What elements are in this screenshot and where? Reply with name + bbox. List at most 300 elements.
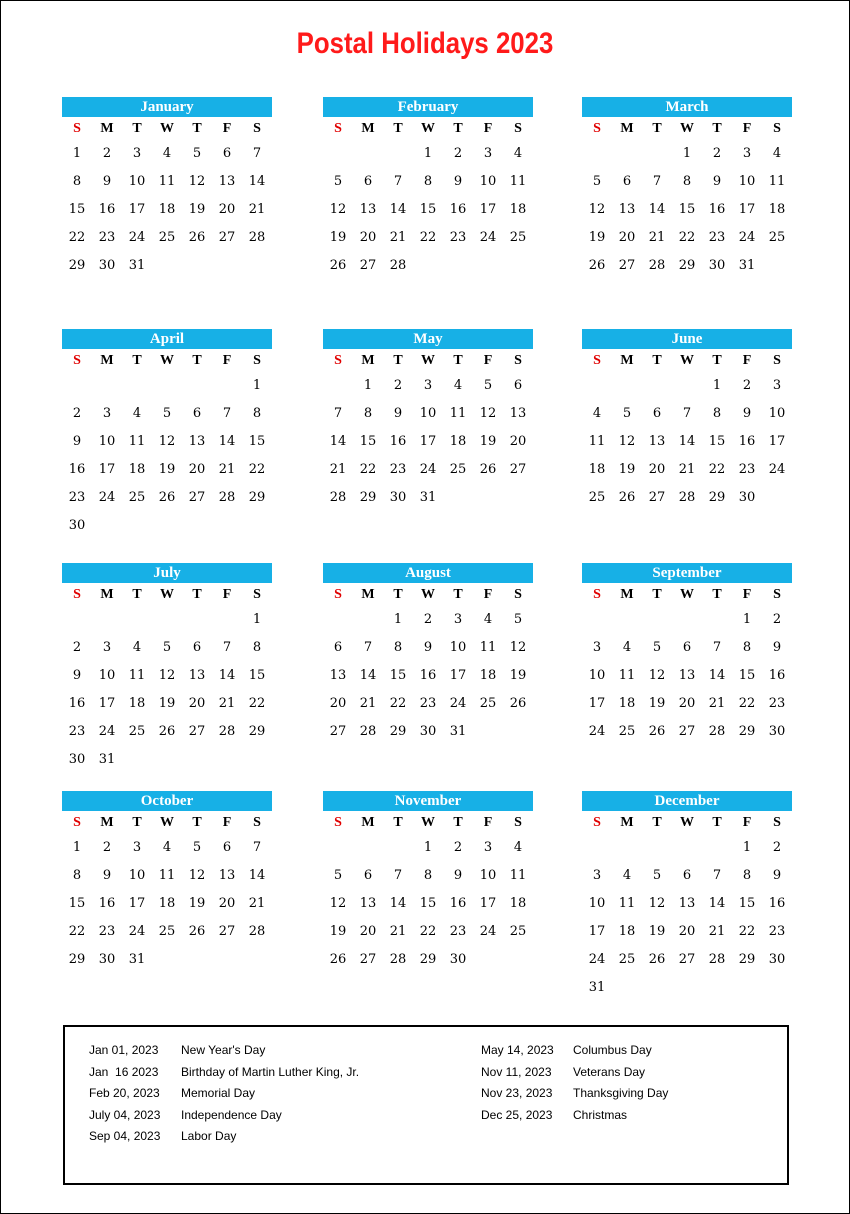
- day-cell: 3: [483, 840, 493, 855]
- day-cell: 17: [588, 924, 606, 939]
- day-cell: 12: [188, 174, 206, 189]
- empty-cell: [353, 146, 383, 174]
- day-cell: 4: [132, 406, 142, 421]
- weekday-label: T: [453, 815, 463, 830]
- day-cell: 27: [648, 490, 666, 505]
- day-cell: 28: [678, 490, 696, 505]
- weekday-label: F: [483, 353, 493, 368]
- day-cell: 18: [588, 462, 606, 477]
- day-cell: 28: [648, 258, 666, 273]
- day-grid: [323, 146, 533, 286]
- day-cell: 14: [648, 202, 666, 217]
- day-cell: 16: [98, 202, 116, 217]
- weekday-label: F: [742, 815, 752, 830]
- weekday-label: T: [132, 587, 142, 602]
- empty-cell: [182, 612, 212, 640]
- weekday-label: S: [73, 815, 81, 830]
- day-cell: 18: [158, 202, 176, 217]
- weekday-label: T: [652, 353, 662, 368]
- empty-cell: [383, 146, 413, 174]
- weekday-label: S: [593, 815, 601, 830]
- day-cell: 5: [622, 406, 632, 421]
- empty-cell: [323, 840, 353, 868]
- day-cell: 6: [513, 378, 523, 393]
- day-cell: 3: [592, 640, 602, 655]
- day-cell: 28: [329, 490, 347, 505]
- day-cell: 5: [592, 174, 602, 189]
- day-grid: [323, 612, 533, 752]
- month-title: December: [582, 791, 792, 811]
- weekday-header: [582, 584, 792, 606]
- empty-cell: [383, 840, 413, 868]
- day-cell: 1: [72, 840, 82, 855]
- day-cell: 27: [188, 490, 206, 505]
- day-cell: 30: [389, 490, 407, 505]
- month-december: [582, 791, 792, 1008]
- day-cell: 4: [162, 840, 172, 855]
- month-november: [323, 791, 533, 980]
- day-cell: 9: [742, 406, 752, 421]
- weekday-header: [323, 350, 533, 372]
- weekday-label: F: [222, 121, 232, 136]
- holiday-date: Jan 01, 2023: [89, 1043, 159, 1057]
- day-cell: 25: [158, 230, 176, 245]
- day-cell: 22: [248, 462, 266, 477]
- day-grid: [62, 378, 272, 546]
- day-cell: 3: [742, 146, 752, 161]
- month-title: October: [62, 791, 272, 811]
- day-cell: 8: [393, 640, 403, 655]
- day-cell: 2: [423, 612, 433, 627]
- day-cell: 18: [768, 202, 786, 217]
- empty-cell: [92, 612, 122, 640]
- day-cell: 5: [483, 378, 493, 393]
- day-cell: 2: [453, 146, 463, 161]
- weekday-label: F: [222, 587, 232, 602]
- day-cell: 11: [158, 174, 176, 189]
- day-cell: 9: [453, 868, 463, 883]
- day-cell: 14: [678, 434, 696, 449]
- month-title: June: [582, 329, 792, 349]
- day-cell: 21: [389, 230, 407, 245]
- day-cell: 13: [188, 434, 206, 449]
- day-cell: 18: [128, 462, 146, 477]
- day-cell: 7: [682, 406, 692, 421]
- day-cell: 21: [708, 696, 726, 711]
- day-cell: 14: [248, 868, 266, 883]
- month-title: February: [323, 97, 533, 117]
- day-cell: 25: [158, 924, 176, 939]
- month-title: January: [62, 97, 272, 117]
- month-april: [62, 329, 272, 546]
- day-cell: 15: [708, 434, 726, 449]
- day-cell: 1: [742, 840, 752, 855]
- day-cell: 19: [509, 668, 527, 683]
- day-cell: 15: [419, 896, 437, 911]
- weekday-label: S: [773, 587, 781, 602]
- day-cell: 21: [648, 230, 666, 245]
- day-cell: 31: [128, 952, 146, 967]
- day-cell: 16: [768, 896, 786, 911]
- day-grid: [323, 378, 533, 518]
- day-cell: 15: [389, 668, 407, 683]
- day-cell: 13: [218, 868, 236, 883]
- day-cell: 9: [102, 868, 112, 883]
- weekday-label: M: [620, 353, 634, 368]
- day-cell: 12: [158, 434, 176, 449]
- day-cell: 22: [738, 696, 756, 711]
- empty-cell: [353, 840, 383, 868]
- day-cell: 9: [423, 640, 433, 655]
- day-cell: 3: [453, 612, 463, 627]
- weekday-header: [323, 812, 533, 834]
- day-cell: 25: [128, 724, 146, 739]
- weekday-header: [62, 118, 272, 140]
- empty-cell: [582, 378, 612, 406]
- weekday-label: F: [222, 815, 232, 830]
- day-cell: 10: [479, 174, 497, 189]
- weekday-label: T: [132, 815, 142, 830]
- day-cell: 30: [98, 952, 116, 967]
- day-cell: 2: [102, 840, 112, 855]
- holiday-name: Thanksgiving Day: [573, 1086, 669, 1100]
- day-cell: 9: [72, 668, 82, 683]
- day-cell: 7: [333, 406, 343, 421]
- day-cell: 17: [419, 434, 437, 449]
- weekday-label: S: [773, 815, 781, 830]
- day-cell: 5: [162, 406, 172, 421]
- holiday-date: Dec 25, 2023: [481, 1107, 553, 1122]
- day-cell: 31: [419, 490, 437, 505]
- empty-cell: [642, 146, 672, 174]
- day-cell: 30: [449, 952, 467, 967]
- day-cell: 21: [329, 462, 347, 477]
- weekday-header: [62, 812, 272, 834]
- day-cell: 21: [708, 924, 726, 939]
- day-cell: 23: [449, 230, 467, 245]
- day-cell: 18: [158, 896, 176, 911]
- holiday-date: Sep 04, 2023: [89, 1129, 161, 1143]
- holiday-date: Feb 20, 2023: [89, 1086, 160, 1100]
- day-cell: 10: [738, 174, 756, 189]
- weekday-label: S: [514, 353, 522, 368]
- day-cell: 6: [192, 640, 202, 655]
- weekday-label: M: [361, 353, 375, 368]
- day-cell: 2: [72, 406, 82, 421]
- holiday-date: Nov 23, 2023: [481, 1086, 553, 1100]
- day-cell: 26: [329, 952, 347, 967]
- day-cell: 20: [678, 696, 696, 711]
- day-cell: 6: [622, 174, 632, 189]
- weekday-label: T: [132, 353, 142, 368]
- weekday-label: F: [742, 353, 752, 368]
- month-title: May: [323, 329, 533, 349]
- day-cell: 30: [68, 752, 86, 767]
- day-cell: 13: [648, 434, 666, 449]
- empty-cell: [212, 612, 242, 640]
- day-cell: 7: [222, 406, 232, 421]
- weekday-label: M: [361, 815, 375, 830]
- day-cell: 11: [128, 668, 146, 683]
- day-cell: 24: [449, 696, 467, 711]
- day-cell: 19: [158, 696, 176, 711]
- day-cell: 17: [768, 434, 786, 449]
- day-cell: 18: [479, 668, 497, 683]
- day-cell: 14: [389, 202, 407, 217]
- day-cell: 5: [333, 868, 343, 883]
- day-cell: 11: [509, 868, 527, 883]
- weekday-label: S: [773, 353, 781, 368]
- day-cell: 17: [128, 202, 146, 217]
- weekday-header: [582, 350, 792, 372]
- day-cell: 5: [333, 174, 343, 189]
- day-cell: 4: [132, 640, 142, 655]
- day-cell: 16: [68, 696, 86, 711]
- day-cell: 23: [738, 462, 756, 477]
- empty-cell: [642, 612, 672, 640]
- weekday-label: S: [593, 353, 601, 368]
- day-cell: 10: [98, 434, 116, 449]
- day-cell: 26: [158, 724, 176, 739]
- day-cell: 6: [682, 640, 692, 655]
- month-august: [323, 563, 533, 752]
- weekday-label: F: [483, 121, 493, 136]
- day-cell: 4: [772, 146, 782, 161]
- weekday-label: T: [652, 587, 662, 602]
- day-cell: 19: [188, 202, 206, 217]
- day-cell: 10: [479, 868, 497, 883]
- day-cell: 20: [218, 202, 236, 217]
- empty-cell: [152, 378, 182, 406]
- day-cell: 16: [389, 434, 407, 449]
- day-cell: 17: [98, 462, 116, 477]
- weekday-label: T: [192, 353, 202, 368]
- day-cell: 25: [618, 724, 636, 739]
- day-cell: 29: [248, 724, 266, 739]
- day-cell: 17: [449, 668, 467, 683]
- day-cell: 14: [359, 668, 377, 683]
- weekday-label: S: [253, 587, 261, 602]
- day-cell: 20: [618, 230, 636, 245]
- day-cell: 19: [188, 896, 206, 911]
- day-cell: 13: [188, 668, 206, 683]
- day-cell: 21: [678, 462, 696, 477]
- holiday-row: [89, 1065, 359, 1087]
- weekday-header: [62, 584, 272, 606]
- day-cell: 2: [772, 840, 782, 855]
- month-title: September: [582, 563, 792, 583]
- day-cell: 22: [419, 924, 437, 939]
- weekday-label: T: [712, 587, 722, 602]
- day-cell: 3: [772, 378, 782, 393]
- day-cell: 24: [98, 490, 116, 505]
- day-cell: 29: [419, 952, 437, 967]
- weekday-label: S: [514, 815, 522, 830]
- day-cell: 19: [158, 462, 176, 477]
- empty-cell: [612, 612, 642, 640]
- day-cell: 1: [72, 146, 82, 161]
- day-cell: 25: [509, 924, 527, 939]
- day-cell: 11: [158, 868, 176, 883]
- holiday-name: Christmas: [573, 1107, 628, 1122]
- holiday-row: [89, 1108, 359, 1130]
- day-cell: 20: [218, 896, 236, 911]
- day-cell: 12: [509, 640, 527, 655]
- day-cell: 16: [768, 668, 786, 683]
- day-cell: 17: [738, 202, 756, 217]
- day-cell: 29: [738, 952, 756, 967]
- day-cell: 13: [618, 202, 636, 217]
- day-cell: 16: [68, 462, 86, 477]
- day-cell: 3: [132, 146, 142, 161]
- month-september: [582, 563, 792, 752]
- day-cell: 29: [68, 952, 86, 967]
- day-cell: 4: [513, 146, 523, 161]
- weekday-label: T: [192, 815, 202, 830]
- empty-cell: [152, 612, 182, 640]
- day-cell: 1: [423, 146, 433, 161]
- day-cell: 16: [449, 896, 467, 911]
- weekday-label: M: [100, 815, 114, 830]
- holiday-list: [63, 1025, 789, 1185]
- day-cell: 26: [329, 258, 347, 273]
- empty-cell: [62, 612, 92, 640]
- weekday-label: T: [712, 121, 722, 136]
- day-cell: 23: [768, 696, 786, 711]
- weekday-label: S: [334, 353, 342, 368]
- weekday-label: M: [100, 121, 114, 136]
- day-cell: 6: [222, 840, 232, 855]
- day-cell: 8: [252, 406, 262, 421]
- day-cell: 11: [479, 640, 497, 655]
- weekday-label: W: [680, 587, 694, 602]
- day-cell: 26: [188, 230, 206, 245]
- day-cell: 26: [188, 924, 206, 939]
- weekday-label: T: [712, 815, 722, 830]
- weekday-label: W: [421, 353, 435, 368]
- weekday-label: W: [421, 121, 435, 136]
- weekday-label: T: [393, 587, 403, 602]
- day-grid: [62, 146, 272, 286]
- month-title: March: [582, 97, 792, 117]
- day-cell: 9: [453, 174, 463, 189]
- day-cell: 19: [479, 434, 497, 449]
- day-cell: 16: [738, 434, 756, 449]
- weekday-label: S: [593, 121, 601, 136]
- weekday-label: S: [73, 353, 81, 368]
- day-cell: 23: [98, 924, 116, 939]
- day-cell: 13: [359, 202, 377, 217]
- day-cell: 23: [98, 230, 116, 245]
- weekday-label: S: [73, 587, 81, 602]
- weekday-label: S: [773, 121, 781, 136]
- day-cell: 28: [389, 258, 407, 273]
- day-cell: 9: [772, 868, 782, 883]
- day-cell: 4: [622, 640, 632, 655]
- day-cell: 15: [419, 202, 437, 217]
- month-february: [323, 97, 533, 286]
- day-cell: 15: [678, 202, 696, 217]
- weekday-label: T: [192, 587, 202, 602]
- day-cell: 26: [648, 724, 666, 739]
- weekday-label: F: [742, 121, 752, 136]
- day-cell: 25: [618, 952, 636, 967]
- day-cell: 8: [72, 868, 82, 883]
- weekday-label: W: [680, 121, 694, 136]
- holiday-row: [89, 1086, 359, 1108]
- empty-cell: [323, 378, 353, 406]
- day-cell: 9: [72, 434, 82, 449]
- weekday-label: F: [483, 587, 493, 602]
- day-cell: 18: [618, 924, 636, 939]
- weekday-label: S: [334, 815, 342, 830]
- month-march: [582, 97, 792, 286]
- day-cell: 30: [768, 952, 786, 967]
- day-cell: 14: [329, 434, 347, 449]
- day-cell: 6: [682, 868, 692, 883]
- day-cell: 20: [359, 924, 377, 939]
- day-cell: 14: [218, 668, 236, 683]
- day-cell: 20: [648, 462, 666, 477]
- weekday-header: [62, 350, 272, 372]
- empty-cell: [612, 378, 642, 406]
- day-cell: 26: [158, 490, 176, 505]
- day-cell: 25: [128, 490, 146, 505]
- weekday-label: M: [100, 353, 114, 368]
- day-cell: 8: [363, 406, 373, 421]
- day-cell: 12: [648, 896, 666, 911]
- day-cell: 1: [712, 378, 722, 393]
- day-cell: 8: [72, 174, 82, 189]
- day-cell: 24: [738, 230, 756, 245]
- weekday-label: W: [421, 587, 435, 602]
- day-cell: 2: [393, 378, 403, 393]
- day-cell: 28: [248, 230, 266, 245]
- empty-cell: [122, 612, 152, 640]
- day-cell: 30: [708, 258, 726, 273]
- day-cell: 13: [329, 668, 347, 683]
- month-title: July: [62, 563, 272, 583]
- holiday-name: New Year's Day: [181, 1043, 266, 1057]
- day-cell: 16: [708, 202, 726, 217]
- day-cell: 1: [393, 612, 403, 627]
- day-cell: 22: [389, 696, 407, 711]
- day-cell: 26: [588, 258, 606, 273]
- day-cell: 15: [248, 668, 266, 683]
- empty-cell: [353, 612, 383, 640]
- weekday-label: S: [593, 587, 601, 602]
- day-cell: 2: [453, 840, 463, 855]
- day-grid: [582, 378, 792, 518]
- day-cell: 22: [248, 696, 266, 711]
- empty-cell: [323, 146, 353, 174]
- day-cell: 20: [678, 924, 696, 939]
- day-cell: 7: [393, 868, 403, 883]
- weekday-label: T: [393, 353, 403, 368]
- day-cell: 27: [618, 258, 636, 273]
- day-cell: 17: [128, 896, 146, 911]
- holiday-date: Nov 11, 2023: [481, 1064, 552, 1079]
- day-cell: 13: [678, 668, 696, 683]
- month-july: [62, 563, 272, 780]
- day-cell: 21: [218, 696, 236, 711]
- holiday-name: Birthday of Martin Luther King, Jr.: [181, 1064, 360, 1079]
- day-cell: 12: [618, 434, 636, 449]
- day-cell: 24: [588, 724, 606, 739]
- day-cell: 12: [329, 202, 347, 217]
- day-cell: 31: [738, 258, 756, 273]
- empty-cell: [672, 612, 702, 640]
